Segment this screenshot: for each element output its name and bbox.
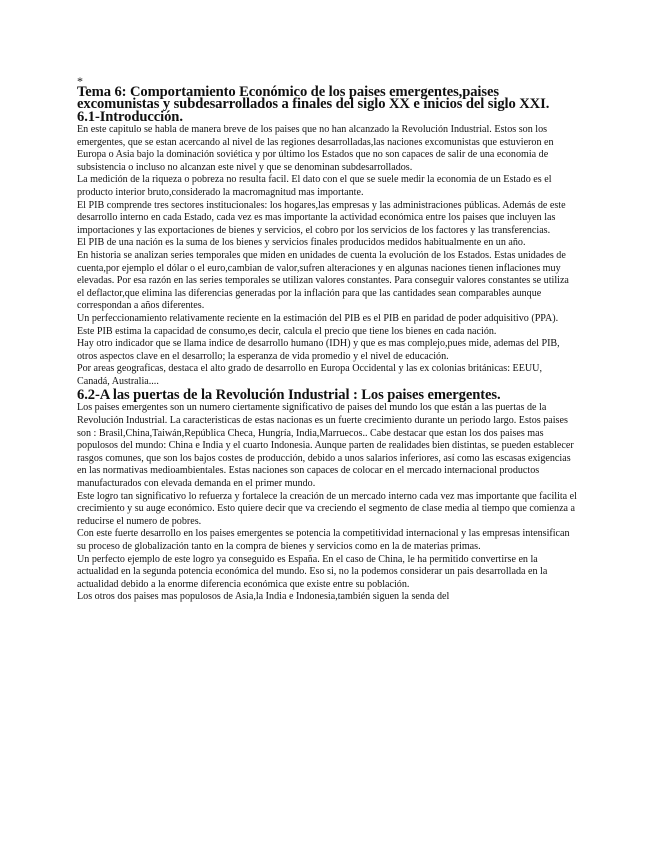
- document-page: [77, 76, 577, 604]
- paragraph: Un perfecto ejemplo de este logro ya conseguido es España. En el caso de China, le ha permitido convertirse en la actualidad en la segunda potencia económica del mundo. Eso si, no la podemos considerar un pais desarrollada en la actualidad debido a la enorme diferencia económica que existe entre su población.: [77, 553, 548, 590]
- paragraph: En historia se analizan series temporales que miden en unidades de cuenta la evolución de los Estados. Estas unidades de cuenta,por ejemplo el dólar o el euro,cambian de valor,sufren alteraciones y en algunas naciones tienen inflaciones muy elevadas. Por esa razón en las series temporales se utilizan valores constantes. Para conseguir valores constantes se utiliza el deflactor,que elimina las diferencias generadas por la inflación para que las cantidades sean comparables aunque correspondan a años diferentes.: [77, 249, 569, 312]
- document-title: Tema 6: Comportamiento Económico de los paises emergentes,paises excomunistas y subdesarrollados a finales del siglo XX e inicios del siglo XXI.: [77, 84, 550, 112]
- paragraph: En este capitulo se habla de manera breve de los paises que no han alcanzado la Revolución Industrial. Estos son los emergentes, que se estan acercando al nivel de las regiones desarrolladas,las naciones excomunistas que estuvieron en Europa o Asia bajo la dominación soviética y por último los Estados que no son capaces de salir de una economia de subsistencia o incluso no alcanzan este nivel y que se denominan subdesarrollados.: [77, 124, 554, 173]
- paragraph: Con este fuerte desarrollo en los paises emergentes se potencia la competitividad internacional y las empresas intensifican su proceso de globalización tanto en la compra de bienes y servicios como en la de materias primas.: [77, 528, 570, 552]
- paragraph: Un perfeccionamiento relativamente reciente en la estimación del PIB es el PIB en paridad de poder adquisitivo (PPA). Este PIB estima la capacidad de consumo,es decir, calcula el precio que tiene los bienes en cada nación.: [77, 312, 559, 337]
- paragraph: Los paises emergentes son un numero ciertamente significativo de paises del mundo los que están a las puertas de la Revolución Industrial. La caracteristicas de estas nacionas es un fuerte crecimiento durante un periodo largo. Estos paises son : Brasil,China,Taiwán,República Checa, Hungría, India,Marruecos.. Cabe destacar que estan los dos paises mas populosos del mundo: China e India y el cuarto Indonesia. Aunque parten de realidades bien distintas, se pueden establecer rasgos comunes, que son los bajos costes de producción, debido a unos salarios inferiores, así como las escasas exigencias en las normativas medioambientales. Estas naciones son capaces de colocar en el mercado internacional productos manufacturados con elevada demanda en el primer mundo.: [77, 402, 574, 490]
- paragraph: La medición de la riqueza o pobreza no resulta facil. El dato con el que se suele medir la economia de un Estado es el producto interior bruto,considerado la macromagnitud mas importante.: [77, 174, 552, 198]
- bullet-marker: *: [77, 74, 83, 88]
- paragraph: El PIB de una nación es la suma de los bienes y servicios finales producidos medidos habitualmente en un año.: [77, 237, 526, 249]
- paragraph: Por areas geograficas, destaca el alto grado de desarrollo en Europa Occidental y las ex colonias británicas: EEUU, Canadá, Australia....: [77, 363, 542, 387]
- section-heading-introduction: 6.1-Introducción.: [77, 109, 183, 125]
- paragraph: Hay otro indicador que se llama indice de desarrollo humano (IDH) y que es mas complejo,pues mide, ademas del PIB, otros aspectos clave en el desarrollo; la esperanza de vida promedio y el nivel de educación.: [77, 338, 560, 362]
- paragraph: Este logro tan significativo lo refuerza y fortalece la creación de un mercado interno cada vez mas importante que facilita el crecimiento y su auge económico. Esto quiere decir que va creciendo el segmento de clase media al tiempo que comienza a reducirse el numero de pobres.: [77, 490, 577, 527]
- section-heading-emerging-countries: 6.2-A las puertas de la Revolución Industrial : Los paises emergentes.: [77, 387, 501, 404]
- paragraph: El PIB comprende tres sectores institucionales: los hogares,las empresas y las administraciones públicas. Además de este desarrollo interno en cada Estado, cada vez es mas importante la actividad económica entre los paises que incluyen las importaciones y las exportaciones de bienes y servicios, el cobro por los servicios de los factores y las transferencias.: [77, 199, 566, 236]
- paragraph: Los otros dos paises mas populosos de Asia,la India e Indonesia,también siguen la senda del: [77, 591, 450, 603]
